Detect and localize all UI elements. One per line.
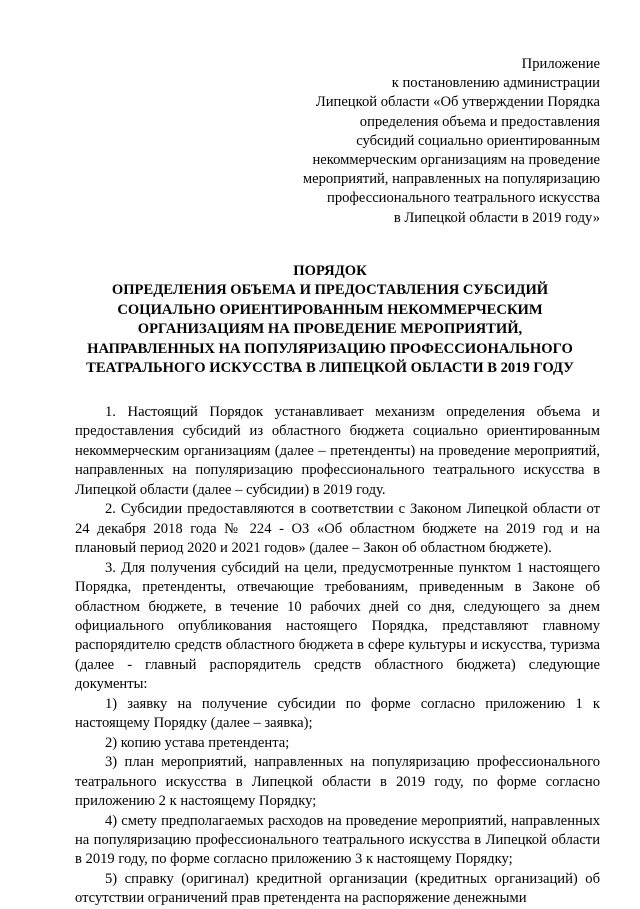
appendix-block bbox=[270, 55, 600, 228]
appendix-line: некоммерческим организациям на проведение bbox=[312, 152, 600, 169]
document-title bbox=[60, 262, 600, 378]
title-line: ТЕАТРАЛЬНОГО ИСКУССТВА В ЛИПЕЦКОЙ ОБЛАСТИ В 2019 ГОДУ bbox=[86, 360, 574, 377]
paragraph: 1. Настоящий Порядок устанавливает механизм определения объема и предоставления субсидий из областного бюджета социально ориентированным некоммерческим организациям (далее – претенденты) на проведение мероприятий, направленных на популяризацию профессионального театрального искусства в Липецкой области (далее – субсидии) в 2019 году. bbox=[75, 404, 600, 498]
appendix-line: Приложение bbox=[521, 56, 600, 72]
document-body bbox=[75, 403, 600, 909]
appendix-line: в Липецкой области в 2019 году» bbox=[393, 209, 600, 226]
paragraph: 3) план мероприятий, направленных на популяризацию профессионального театрального искусства в Липецкой области в 2019 году, по форме согласно приложению 2 к настоящему Порядку; bbox=[75, 754, 600, 810]
paragraph: 1) заявку на получение субсидии по форме согласно приложению 1 к настоящему Порядку (далее – заявка); bbox=[75, 695, 600, 732]
title-line: НАПРАВЛЕННЫХ НА ПОПУЛЯРИЗАЦИЮ ПРОФЕССИОНАЛЬНОГО bbox=[87, 340, 573, 357]
paragraph: 2. Субсидии предоставляются в соответствии с Законом Липецкой области от 24 декабря 2018 года № 224 - ОЗ «Об областном бюджете на 2019 год и на плановый период 2020 и 2021 годов» (далее – Закон об областном бюджете). bbox=[75, 501, 600, 557]
appendix-line: профессионального театрального искусства bbox=[327, 190, 600, 207]
title-line: ОПРЕДЕЛЕНИЯ ОБЪЕМА И ПРЕДОСТАВЛЕНИЯ СУБСИДИЙ bbox=[111, 282, 549, 299]
paragraph: 4) смету предполагаемых расходов на проведение мероприятий, направленных на популяризацию профессионального театрального искусства в Липецкой области в 2019 году, по форме согласно приложению 3 к настоящему Порядку; bbox=[75, 812, 600, 868]
paragraph: 2) копию устава претендента; bbox=[105, 734, 290, 751]
appendix-line: определения объема и предоставления bbox=[359, 113, 600, 130]
appendix-line: мероприятий, направленных на популяризацию bbox=[302, 171, 600, 188]
appendix-line: к постановлению администрации bbox=[391, 75, 600, 92]
title-line: СОЦИАЛЬНО ОРИЕНТИРОВАННЫМ НЕКОММЕРЧЕСКИМ bbox=[117, 301, 543, 318]
appendix-line: Липецкой области «Об утверждении Порядка bbox=[315, 94, 600, 111]
appendix-line: субсидий социально ориентированным bbox=[356, 132, 600, 149]
title-line: ОРГАНИЗАЦИЯМ НА ПРОВЕДЕНИЕ МЕРОПРИЯТИЙ, bbox=[137, 321, 523, 338]
paragraph: 3. Для получения субсидий на цели, предусмотренные пунктом 1 настоящего Порядка, претенденты, отвечающие требованиям, приведенным в Законе об областном бюджете, в течение 10 рабочих дней со дня, следующего за днем официального опубликования настоящего Порядка, представляют главному распорядителю средств областного бюджета в сфере культуры и искусства, туризма (далее - главный распорядитель средств областного бюджета) следующие документы: bbox=[75, 559, 600, 693]
paragraph: 5) справку (оригинал) кредитной организации (кредитных организаций) об отсутствии ограничений прав претендента на распоряжение денежными bbox=[75, 870, 600, 907]
title-line: ПОРЯДОК bbox=[293, 263, 367, 279]
